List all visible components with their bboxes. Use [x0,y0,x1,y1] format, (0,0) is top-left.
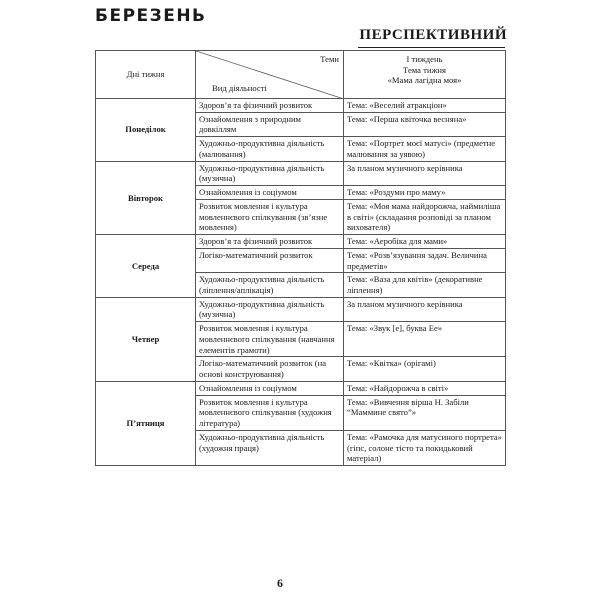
topic-cell: Тема: «Рамочка для матусиного портрета» (гіпс, солоне тісто та покидьковий матеріал) [344,430,506,465]
plan-type-heading: ПЕРСПЕКТИВНИЙ [359,27,507,43]
activity-cell: Розвиток мовлення і культура мовленнєвого спілкування (навчання елементів грамоти) [196,322,344,357]
activity-cell: Художньо-продуктивна діяльність (малювання) [196,137,344,161]
day-name: Четвер [96,297,196,381]
page-number: 6 [277,576,283,590]
topic-cell: Тема: «Аеробіка для мами» [344,235,506,249]
header-activity-label: Вид діяльності [212,83,267,94]
header-days-cell: Дні тижня [96,51,196,99]
activity-cell: Ознайомлення із соціумом [196,186,344,200]
topic-cell: Тема: «Звук [е], буква Ее» [344,322,506,357]
activity-cell: Художньо-продуктивна діяльність (музична) [196,161,344,185]
activity-cell: Ознайомлення із соціумом [196,381,344,395]
header-diagonal-cell [196,51,344,99]
table-row [96,297,506,321]
activity-cell: Художньо-продуктивна діяльність (музична) [196,297,344,321]
header-week-title: «Мама лагідна моя» [387,75,462,86]
header-week: І тиждень [406,54,443,64]
table-header-row [96,51,506,99]
activity-cell: Логіко-математичний розвиток (на основі конструювання) [196,357,344,381]
activity-cell: Розвиток мовлення і культура мовленнєвого спілкування (зв’язне мовлення) [196,199,344,234]
month-title: БЕРЕЗЕНЬ [95,6,207,26]
topic-cell: Тема: «Моя мама найдорожча, наймиліша в світі» (складання розповіді за планом вихователя) [344,199,506,234]
activity-cell: Художньо-продуктивна діяльність (художня праця) [196,430,344,465]
day-name: Вівторок [96,161,196,234]
day-name: Понеділок [96,99,196,162]
topic-cell: Тема: «Портрет моєї матусі» (предметне малювання за уявою) [344,137,506,161]
table-row [96,235,506,249]
activity-cell: Здоров’я та фізичний розвиток [196,99,344,113]
header-week-cell [344,51,506,99]
topic-cell: Тема: «Вивчення вірша Н. Забіли “Маммине свято”» [344,395,506,430]
day-name: Середа [96,235,196,298]
topic-cell: Тема: «Веселий атракціон» [344,99,506,113]
table-row [96,161,506,185]
topic-cell: Тема: «Роздуми про маму» [344,186,506,200]
table-row [96,381,506,395]
topic-cell: Тема: «Перша квіточка весняна» [344,112,506,136]
topic-cell: Тема: «Найдорожча в світі» [344,381,506,395]
activity-cell: Логіко-математичний розвиток [196,248,344,272]
activity-cell: Здоров’я та фізичний розвиток [196,235,344,249]
topic-cell: Тема: «Розв’язування задач. Величина предметів» [344,248,506,272]
activity-cell: Ознайомлення з природним довкіллям [196,112,344,136]
topic-cell: Тема: «Квітка» (орігамі) [344,357,506,381]
plan-table-body [96,99,506,466]
activity-cell: Розвиток мовлення і культура мовленнєвого спілкування (художня література) [196,395,344,430]
topic-cell: За планом музичного керівника [344,161,506,185]
topic-cell: Тема: «Ваза для квітів» (декоративне ліплення) [344,273,506,297]
day-name: П’ятниця [96,381,196,465]
activity-cell: Художньо-продуктивна діяльність (ліплення/аплікація) [196,273,344,297]
plan-table [95,50,506,466]
table-row [96,99,506,113]
header-topics-label: Теми [320,54,339,64]
topic-cell: За планом музичного керівника [344,297,506,321]
heading-rule [358,47,505,48]
header-week-topic: Тема тижня [403,64,446,75]
